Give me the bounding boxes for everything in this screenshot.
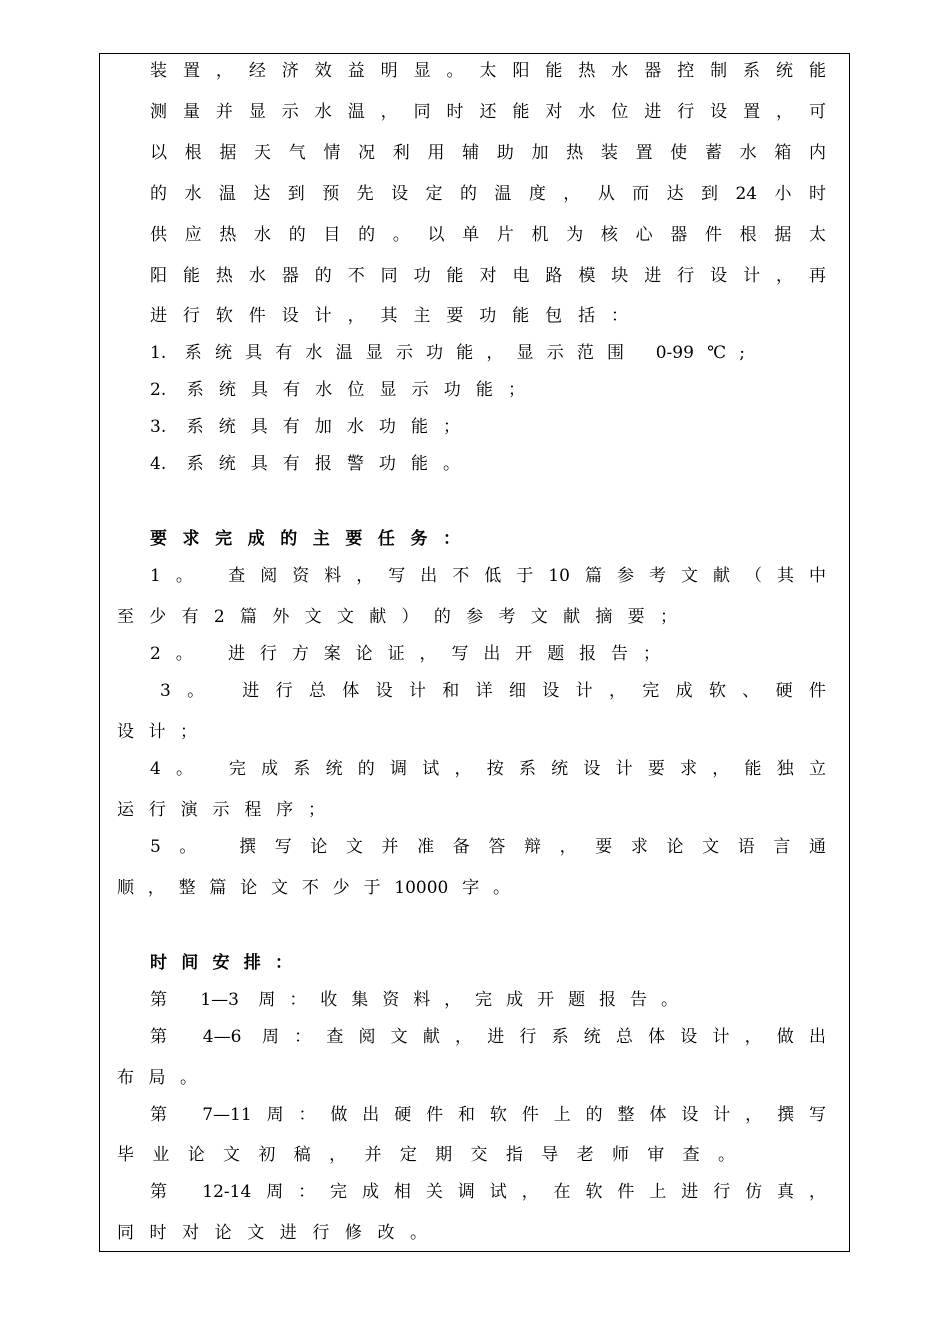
task-line: 4。 完成系统的调试，按系统设计要求，能独立 [150,759,826,779]
function-item: 4. 系统具有报警功能。 [150,454,460,474]
schedule-heading: 时间安排： [150,953,292,973]
task-line: 至少有2篇外文文献）的参考文献摘要； [117,607,677,627]
intro-line: 测量并显示水温，同时还能对水位进行设置，可 [150,102,826,122]
schedule-line: 布局。 [117,1068,197,1088]
task-line: 1。 查阅资料，写出不低于10篇参考文献（其中 [150,566,826,586]
function-item: 2. 系统具有水位显示功能； [150,380,525,400]
intro-line: 以根据天气情况利用辅助加热装置使蓄水箱内 [150,143,826,163]
schedule-line: 第 1—3 周：收集资料，完成开题报告。 [150,990,678,1010]
task-line: 3。 进行总体设计和详细设计，完成软、硬件 [160,681,826,701]
function-item: 3. 系统具有加水功能； [150,417,460,437]
tasks-heading: 要求完成的主要任务： [150,529,460,549]
task-line: 设计； [117,722,197,742]
intro-line: 的水温达到预先设定的温度，从而达到24小时 [150,184,826,204]
function-item: 1. 系统具有水温显示功能，显示范围 0-99℃; [150,343,745,363]
task-line: 2。 进行方案论证，写出开题报告； [150,644,660,664]
intro-line: 阳能热水器的不同功能对电路模块进行设计，再 [150,266,826,286]
schedule-line: 第 12-14周：完成相关调试，在软件上进行仿真， [150,1182,826,1202]
intro-line: 装置，经济效益明显。太阳能热水器控制系统能 [150,61,826,81]
schedule-line: 第 7—11周：做出硬件和软件上的整体设计，撰写 [150,1105,826,1125]
task-line: 运行演示程序； [117,800,325,820]
schedule-line: 毕业论文初稿，并定期交指导老师审查。 [117,1145,735,1165]
task-line: 5。 撰写论文并准备答辩，要求论文语言通 [150,837,826,857]
schedule-line: 同时对论文进行修改。 [117,1223,427,1243]
schedule-line: 第 4—6 周：查阅文献，进行系统总体设计，做出 [150,1027,826,1047]
intro-line: 供应热水的目的。以单片机为核心器件根据太 [150,225,826,245]
task-line: 顺，整篇论文不少于10000字。 [117,878,510,898]
intro-line: 进行软件设计，其主要功能包括： [150,306,628,326]
